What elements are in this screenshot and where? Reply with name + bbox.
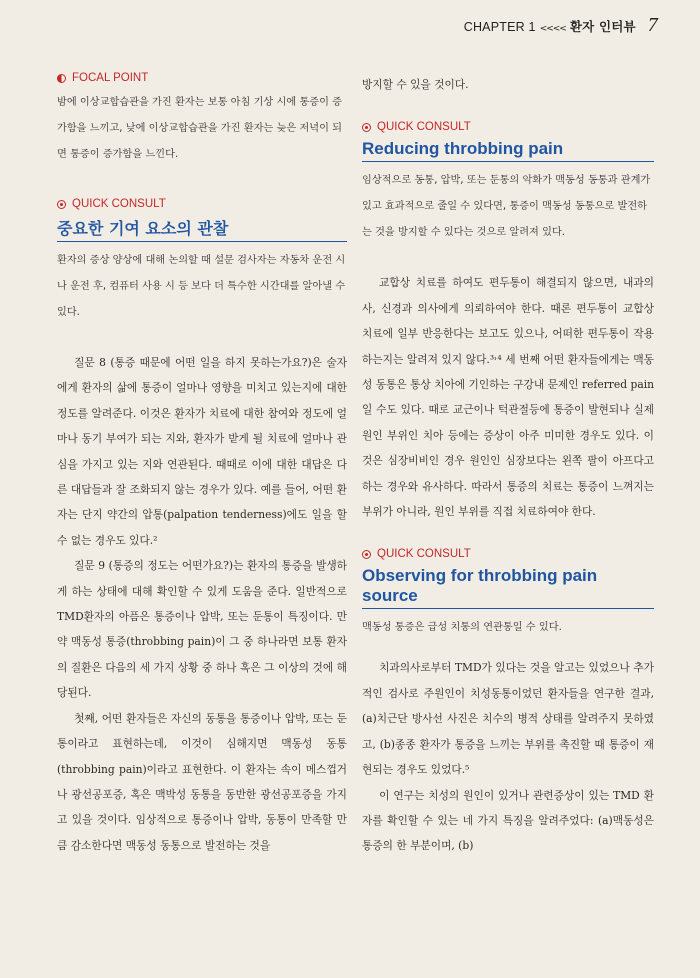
quick-consult-title: Reducing throbbing pain [362,139,654,162]
chapter-label: CHAPTER 1 [463,20,536,34]
bullseye-icon [362,123,371,132]
quick-consult-label-text: QUICK CONSULT [377,121,471,134]
focal-point-text: 밤에 이상교합습관을 가진 환자는 보통 아침 기상 시에 통증이 증가함을 느끼고, 낮에 이상교합습관을 가진 환자는 늦은 저녁이 되면 통증이 증가함을 느낀다. [57,97,343,160]
chapter-arrows: <<<< [539,24,566,34]
quick-consult-label-text: QUICK CONSULT [377,548,471,561]
quick-consult-label [57,198,347,210]
quick-consult-label [362,121,654,133]
quick-consult-label-text: QUICK CONSULT [72,198,166,210]
left-column [57,72,347,858]
migraine-paragraph: 교합상 치료를 하여도 편두통이 해결되지 않으면, 내과의사, 신경과 의사에게 의뢰하여야 한다. 때론 편두통이 교합상 치료에 일부 반응한다는 보고도 있으나, 어떠한 편두통이 작용하는지는 알려져 있지 않다.³˒⁴ 세 번째 어떤 환자들에게는 맥동성 동통은 통상 치아에 기인하는 구강내 문제인 referred pain일 수도 있다. 때로 교근이나 턱관절등에 통증이 발현되나 실제 원인 부위인 치아 등에는 증상이 아주 미미한 경우도 있다. 이것은 심장비비인 경우 원인인 심장보다는 왼쪽 팔이 아프다고 하는 경우와 유사하다. 따라서 통증의 치료는 통증이 느껴지는 부위가 아니라, 원인 부위를 직접 치료하여야 한다. [362,276,654,519]
bullseye-icon [57,200,66,209]
continued-text: 방지할 수 있을 것이다. [362,78,469,91]
quick-consult-title: Observing for throbbing pain source [362,566,654,609]
question-8-paragraph: 질문 8 (통증 때문에 어떤 일을 하지 못하는가요?)은 술자에게 환자의 삶에 통증이 얼마나 영향을 미치고 있는지에 대한 정도를 알려준다. 이것은 환자가 치료에 대한 참여와 정도에 얼마나 동기 부여가 되는 지와, 환자가 받게 될 치료에 얼마나 관심을 가지고 있는 지와 연관된다. 때때로 이에 대한 대답은 다른 대답들과 잘 조화되지 않는 경우가 있다. 예를 들어, 어떤 환자는 단지 약간의 압통(palpation tenderness)에도 일을 할 수 없는 경우도 있다.² [57,356,347,547]
half-circle-icon [57,74,66,83]
focal-point-label [57,72,347,84]
quick-consult-text: 임상적으로 동통, 압박, 또는 둔통의 악화가 맥동성 동통과 관계가 있고 효과적으로 줄일 수 있다면, 통증이 맥동성 동통으로 발전하는 것을 방지할 수 있다는 것으로 알려져 있다. [362,175,651,239]
bullseye-icon [362,550,371,559]
quick-consult-label [362,548,654,560]
study-paragraph: 치과의사로부터 TMD가 있다는 것을 알고는 있었으나 추가적인 검사로 주원인이 치성동통이었던 환자들을 연구한 결과, (a)치근단 방사선 사진은 치수의 병적 상태를 알려주지 못하였고, (b)종종 환자가 통증을 느끼는 부위를 촉진할 때 통증이 재현되는 경우도 있었다.⁵ [362,661,654,777]
page-header [464,14,658,37]
right-column [362,72,654,859]
first-case-paragraph: 첫째, 어떤 환자들은 자신의 동통을 통증이나 압박, 또는 둔통이라고 표현하는데, 이것이 심해지면 맥동성 동통(throbbing pain)이라고 표현한다. 이 환자는 속이 메스껍거나 광선공포증, 혹은 맥박성 동통을 동반한 광선공포증을 가지고 있을 것이다. 임상적으로 통증이나 압박, 동통이 만족할 만큼 감소한다면 맥동성 동통으로 발전하는 것을 [57,711,347,852]
question-9-paragraph: 질문 9 (통증의 정도는 어떤가요?)는 환자의 통증을 발생하게 하는 상태에 대해 확인할 수 있게 도움을 준다. 일반적으로 TMD환자의 아픔은 통증이나 압박, 또는 둔통이 특징이다. 만약 맥동성 통증(throbbing pain)이 그 중 하나라면 보통 환자의 질환은 다음의 세 가지 상황 중 하나 혹은 그 이상의 것에 해당된다. [57,559,347,700]
quick-consult-text: 맥동성 통증은 급성 치통의 연관통일 수 있다. [362,622,562,634]
quick-consult-text: 환자의 증상 양상에 대해 논의할 때 설문 검사자는 자동차 운전 시나 운전 후, 컴퓨터 사용 시 등 보다 더 특수한 시간대를 알아낼 수 있다. [57,255,346,318]
features-paragraph: 이 연구는 치성의 원인이 있거나 관련증상이 있는 TMD 환자를 확인할 수 있는 네 가지 특징을 알려주었다: (a)맥동성은 통증의 한 부분이며, (b) [362,788,654,853]
quick-consult-title: 중요한 기여 요소의 관찰 [57,216,347,242]
chapter-title: 환자 인터뷰 [569,19,636,34]
page-number: 7 [647,14,658,36]
focal-point-label-text: FOCAL POINT [72,72,149,84]
